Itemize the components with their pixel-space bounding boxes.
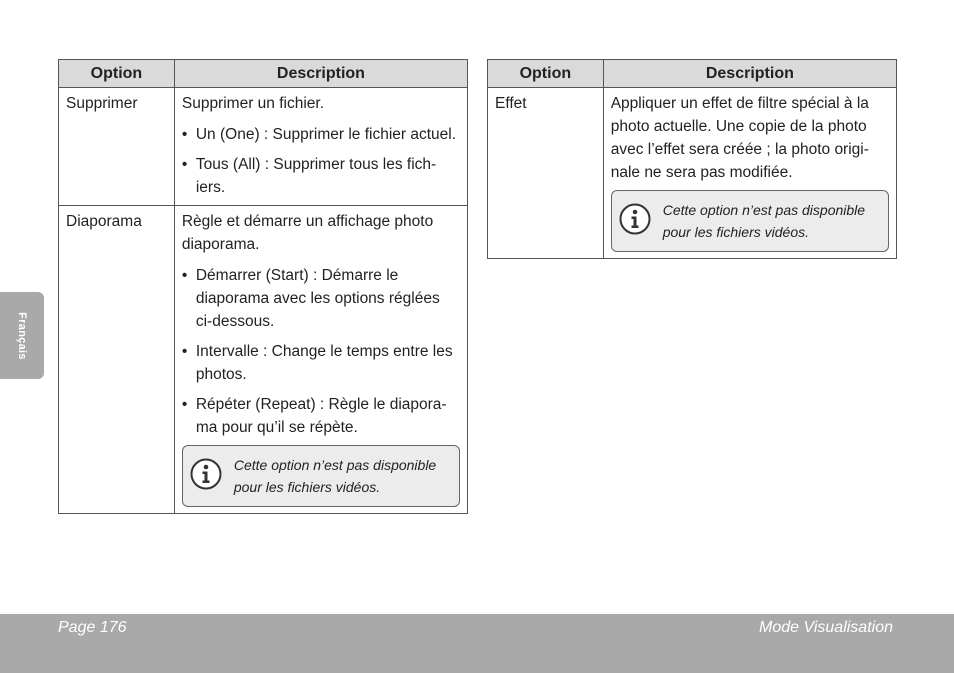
bullet-item: • Démarrer (Start) : Démarre le diaporama avec les options réglées ci-dessous. [182,264,460,333]
page-number: Page 176 [58,619,127,636]
option-cell: Supprimer [59,88,175,206]
options-table-right [487,59,897,259]
language-tab-label: Français [16,311,28,360]
table-row [488,88,897,259]
option-cell: Effet [488,88,604,259]
header-option: Option [488,60,604,88]
header-description: Description [174,60,467,88]
note-text: Cette option n’est pas disponible pour les fichiers vidéos. [662,202,866,240]
section-title: Mode Visualisation [758,619,893,636]
bullet-item: • Tous (All) : Supprimer tous les fich-iers. [182,153,460,199]
language-tab [0,292,44,379]
bullet-item: • Répéter (Repeat) : Règle le diapora-ma pour qu’il se répète. [182,393,460,439]
table-header-row [488,60,897,88]
bullet-item: • Un (One) : Supprimer le fichier actuel. [182,123,460,146]
info-icon [190,458,222,490]
info-note [611,190,889,252]
header-description: Description [603,60,896,88]
option-cell: Diaporama [59,206,175,514]
bullet-list [182,123,460,199]
description-text: Appliquer un effet de filtre spécial à la photo actuelle. Une copie de la photo avec l’effet sera créée ; la photo origi-nale ne sera pas modifiée. [610,95,869,181]
table-header-row [59,60,468,88]
info-icon [619,203,651,235]
page-footer [0,614,954,673]
note-text: Cette option n’est pas disponible pour les fichiers vidéos. [233,457,437,495]
table-row [59,206,468,514]
info-note [182,445,460,507]
description-text: Supprimer un fichier. [181,95,325,112]
table-row [59,88,468,206]
header-option: Option [59,60,175,88]
bullet-list [182,264,460,439]
description-cell [174,206,467,514]
bullet-item: • Intervalle : Change le temps entre les photos. [182,340,460,386]
options-table-left [58,59,468,514]
description-text: Règle et démarre un affichage photo diaporama. [181,213,434,253]
description-cell [603,88,896,259]
description-cell [174,88,467,206]
